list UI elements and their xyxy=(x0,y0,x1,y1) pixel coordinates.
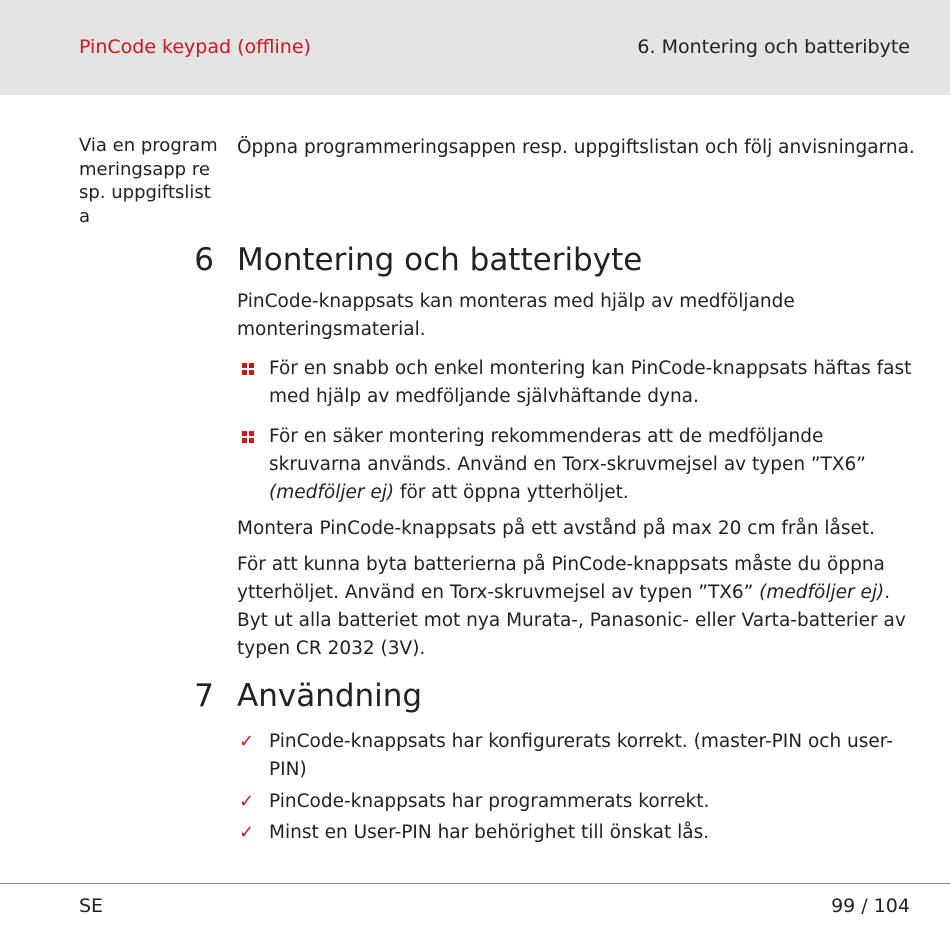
bullet-text-start: För en säker montering rekommenderas att de medföljande skruvarna används. Använd en Torx-skruvmejsel av typen ”TX6” xyxy=(269,426,866,475)
section-6-paragraph-3 xyxy=(237,551,917,663)
margin-label: Via en programmeringsapp resp. uppgiftslista xyxy=(79,135,218,227)
section-6-paragraph-2 xyxy=(237,515,917,543)
page-header xyxy=(0,0,950,95)
italic-note: (medföljer ej) xyxy=(759,582,885,603)
section-7-heading: Användning xyxy=(237,678,423,714)
section-6-number: 6 xyxy=(194,242,214,278)
paragraph-end: . Byt ut alla batteriet mot nya Murata-, Panasonic- eller Varta-batterier av typen CR 2032 (3V). xyxy=(237,582,906,659)
intro-paragraph: Öppna programmeringsappen resp. uppgiftslistan och följ anvisningarna. xyxy=(237,137,915,158)
bullet-text-end: för att öppna ytterhöljet. xyxy=(394,482,629,503)
checkmark-icon: ✓ xyxy=(239,731,255,752)
bullet-text xyxy=(269,423,917,507)
check-item-1 xyxy=(237,728,917,784)
checkmark-icon: ✓ xyxy=(239,822,255,843)
check-text: PinCode-knappsats har programmerats korrekt. xyxy=(269,791,710,812)
paragraph: PinCode-knappsats kan monteras med hjälp av medföljande monteringsmaterial. xyxy=(237,291,795,340)
section-7-number: 7 xyxy=(194,678,214,714)
check-text: PinCode-knappsats har konfigurerats korrekt. (master-PIN och user-PIN) xyxy=(269,731,893,780)
check-item-2 xyxy=(237,788,917,816)
document-title: PinCode keypad (offline) xyxy=(79,36,311,58)
chapter-title: 6. Montering och batteribyte xyxy=(637,36,910,58)
footer-divider xyxy=(0,883,950,884)
bullet-text: För en snabb och enkel montering kan PinCode-knappsats häftas fast med hjälp av medföljande självhäftande dyna. xyxy=(269,358,912,407)
page-number: 99 / 104 xyxy=(831,895,910,917)
bullet-item-1 xyxy=(237,355,917,411)
section-6-heading: Montering och batteribyte xyxy=(237,242,643,278)
paragraph: Montera PinCode-knappsats på ett avstånd på max 20 cm från låset. xyxy=(237,518,876,539)
section-6-paragraph-1 xyxy=(237,288,917,344)
check-text: Minst en User-PIN har behörighet till önskat lås. xyxy=(269,822,710,843)
bullet-item-2 xyxy=(237,423,917,507)
intro-text xyxy=(237,134,917,162)
check-item-3 xyxy=(237,819,917,847)
italic-note: (medföljer ej) xyxy=(269,482,395,503)
checkmark-icon: ✓ xyxy=(239,791,255,812)
paragraph xyxy=(237,551,917,663)
paragraph-start: För att kunna byta batterierna på PinCode-knappsats måste du öppna ytterhöljet. Använd en Torx-skruvmejsel av typen ”TX6” xyxy=(237,554,885,603)
footer-language: SE xyxy=(79,895,104,917)
square-bullet-icon xyxy=(242,431,255,444)
square-bullet-icon xyxy=(242,363,255,376)
